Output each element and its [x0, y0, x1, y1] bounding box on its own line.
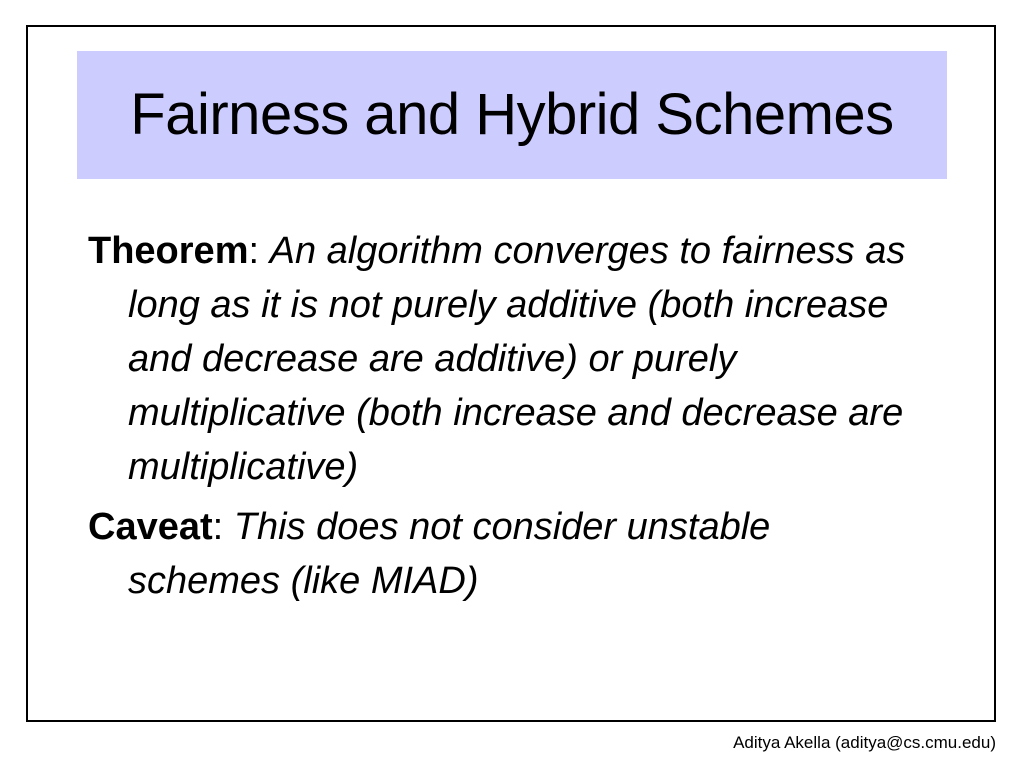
theorem-label: Theorem	[88, 230, 249, 272]
theorem-text: An algorithm converges to fairness as long as it is not purely additive (both increase and decrease are additive) or purely multiplicative (both increase and decrease are multiplicative)	[128, 230, 906, 488]
caveat-point	[88, 500, 928, 608]
title-band	[77, 51, 947, 179]
slide-title: Fairness and Hybrid Schemes	[130, 82, 894, 147]
theorem-point	[88, 224, 928, 494]
theorem-separator: :	[248, 230, 270, 272]
slide-body	[88, 224, 928, 614]
caveat-text: This does not consider unstable schemes (like MIAD)	[128, 506, 771, 602]
caveat-separator: :	[212, 506, 234, 548]
footer-author: Aditya Akella (aditya@cs.cmu.edu)	[733, 733, 996, 752]
caveat-label: Caveat	[88, 506, 213, 548]
